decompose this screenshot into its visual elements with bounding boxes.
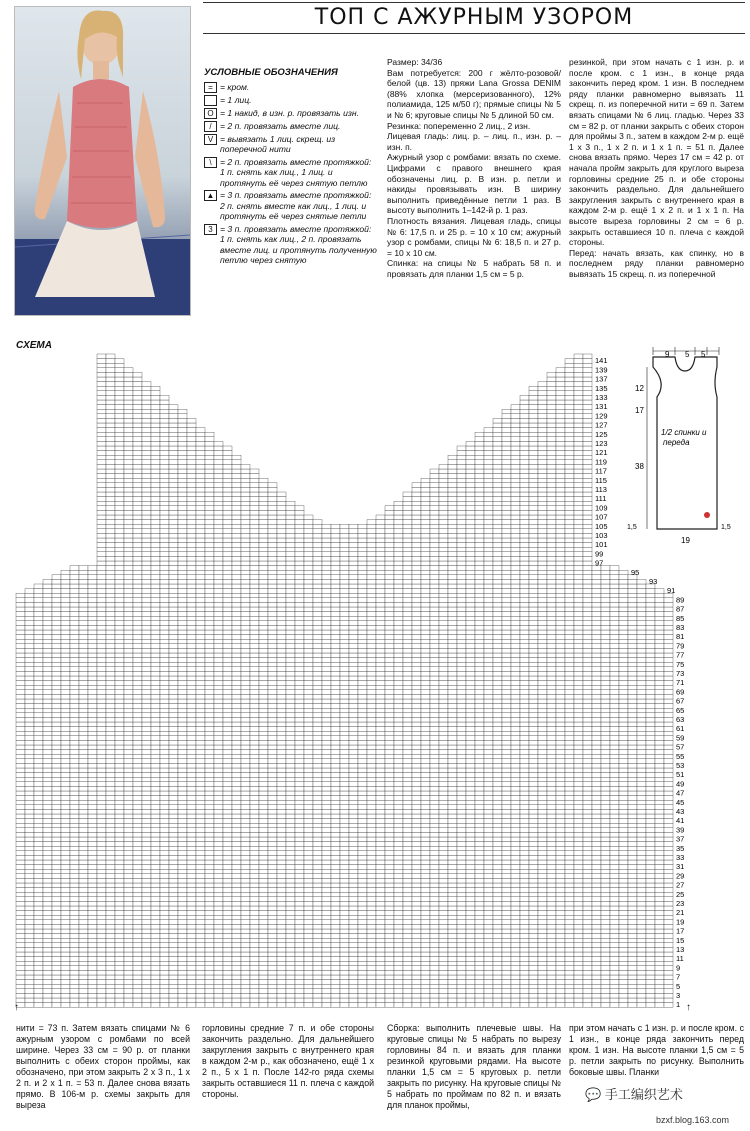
- row-number: 53: [676, 761, 685, 770]
- legend-text: = 2 п. провязать вместе лиц.: [220, 120, 341, 131]
- row-number: 25: [676, 889, 685, 899]
- row-number: 59: [676, 733, 685, 743]
- row-number: 103: [595, 531, 608, 540]
- row-number: 11: [676, 954, 684, 964]
- legend-symbol: ▲: [204, 190, 217, 201]
- watermark: [585, 1084, 745, 1106]
- row-number: 13: [676, 945, 685, 954]
- row-number: 3: [676, 991, 681, 1000]
- row-number: 85: [676, 613, 685, 623]
- row-number: 107: [595, 512, 608, 522]
- row-number: 123: [595, 439, 608, 448]
- row-number: 47: [676, 788, 685, 798]
- row-number: 105: [595, 521, 608, 531]
- legend-item: [204, 108, 378, 119]
- row-number: 117: [595, 466, 607, 476]
- knitting-chart: [16, 354, 696, 1016]
- dim-top-2: 5: [685, 350, 690, 359]
- model-illustration: [15, 7, 190, 315]
- row-number: 97: [595, 558, 604, 568]
- dim-top-1: 9: [665, 350, 670, 359]
- wechat-icon: 💬: [585, 1087, 605, 1102]
- legend-text: = 3 п. провязать вместе протяжкой: 2 п. снять вместе как лиц., 1 лиц. и протянуть её через снятые петли: [220, 190, 372, 221]
- legend-symbol: =: [204, 82, 217, 93]
- row-number: 15: [676, 935, 685, 945]
- row-number: 7: [676, 972, 681, 982]
- instructions-column-2: резинкой, при этом начать с 1 изн. р. и после кром. с 1 изн., в конце ряда закончить перед кром. 1 изн. В последнем ряду планки равномерно вывязать 11 скрещ. п. из поперечной нити = 69 п. Затем вязать спицами № 6 лиц. гладью. Через 33 см = 82 р. от планки закрыть с обеих сторон для проймы 3 п., затем в каждом 2-м р. ещё 1 х 3 п., 1 х 2 п. и 1 х 1 п. = 51 п. Далее снова вязать прямо. Через 17 см = 42 р. от начала пройм закрыть для круглого выреза горловины средние 25 п. и обе стороны закончить раздельно. Для дальнейшего закругления закрыть с внутреннего края в каждом 2-м р. ещё 1 х 2 п. и 1 х 1 п. На высоте выреза горловины 2 см = 6 р. закрыть оставшиеся 10 п. плеча с каждой стороны. Перед: начать вязать, как спинку, но в последнем ряду планки равномерно вывязать 15 скрещ. п. из поперечной: [569, 57, 744, 279]
- legend-text: = 2 п. провязать вместе протяжкой: 1 п. снять как лиц., 1 лиц. и протянуть её через снятую петлю: [220, 156, 372, 188]
- row-number: 19: [676, 917, 685, 927]
- row-number: 29: [676, 871, 685, 881]
- row-number: 139: [595, 365, 608, 375]
- legend-item: [204, 82, 378, 93]
- legend: [204, 68, 378, 268]
- row-number: 27: [676, 880, 685, 890]
- row-number: 83: [676, 623, 685, 632]
- legend-symbol: 3: [204, 224, 217, 235]
- row-number: 137: [595, 374, 608, 384]
- page-title: ТОП С АЖУРНЫМ УЗОРОМ: [203, 2, 745, 34]
- row-number: 115: [595, 475, 607, 485]
- row-number: 127: [595, 420, 608, 430]
- row-number: 77: [676, 650, 685, 660]
- row-number: 63: [676, 715, 685, 724]
- mini-caption-2: переда: [663, 438, 690, 447]
- bottom-text-2: горловины средние 7 п. и обе стороны закончить раздельно. Для дальнейшего закругления закрыть с внутреннего края в каждом 2-м р., как обозначено, ещё 1 х 2 п., 5 х 1 п. После 142-го ряда схемы закрыть оставшиеся 11 п. плеча с каждой стороны.: [202, 1023, 374, 1099]
- legend-item: [204, 157, 378, 189]
- row-number: 67: [676, 696, 685, 706]
- bottom-text-4: при этом начать с 1 изн. р. и после кром. с 1 изн., в конце ряда закончить перед кром. 1 изн. На высоте планки 1,5 см = 5 р. петли закрыть по рисунку. Выполнить боковые швы. Планки: [569, 1023, 744, 1077]
- row-number: 125: [595, 429, 608, 439]
- row-number: 93: [649, 577, 658, 586]
- model-photo: [14, 6, 191, 316]
- chart-cells: [16, 354, 676, 1007]
- row-number: 57: [676, 742, 685, 752]
- row-number: 75: [676, 659, 685, 669]
- legend-heading: УСЛОВНЫЕ ОБОЗНАЧЕНИЯ: [204, 67, 338, 78]
- row-number: 95: [631, 567, 640, 577]
- dim-left-1: 12: [635, 384, 644, 393]
- row-number: 65: [676, 705, 685, 715]
- row-number: 41: [676, 816, 685, 826]
- row-number: 73: [676, 669, 685, 678]
- dim-bottom: 19: [681, 536, 690, 545]
- row-number: 101: [595, 540, 608, 550]
- dim-left-small: 1,5: [627, 524, 637, 531]
- start-arrow-right-icon: ↑: [686, 1002, 691, 1013]
- legend-item: [204, 95, 378, 106]
- dim-left-2: 17: [635, 406, 644, 415]
- legend-text: = 3 п. провязать вместе протяжкой: 1 п. снять как лиц., 2 п. провязать вместе лиц. и протянуть полученную петлю через снятую: [220, 223, 377, 265]
- row-number: 141: [595, 356, 608, 366]
- row-number: 121: [595, 448, 608, 458]
- row-number: 45: [676, 797, 685, 807]
- legend-item: [204, 224, 378, 266]
- row-number: 49: [676, 779, 685, 789]
- row-number: 69: [676, 687, 685, 697]
- row-number: 55: [676, 751, 685, 761]
- site-url: bzxf.blog.163.com: [656, 1115, 730, 1125]
- row-number: 1: [676, 1000, 681, 1010]
- row-number: 113: [595, 485, 607, 494]
- row-number: 39: [676, 825, 685, 835]
- legend-text: = 1 лиц.: [220, 94, 252, 105]
- rose-icon: [704, 512, 710, 518]
- dim-left-3: 38: [635, 462, 644, 471]
- schema-label: СХЕМА: [16, 340, 52, 351]
- row-number: 119: [595, 457, 607, 467]
- row-number: 79: [676, 641, 685, 651]
- legend-text: = кром.: [220, 81, 250, 92]
- row-number: 81: [676, 632, 685, 642]
- row-number: 33: [676, 853, 685, 862]
- row-number: 131: [595, 402, 608, 412]
- legend-text: = 1 накид, в изн. р. провязать изн.: [220, 107, 359, 118]
- legend-text: = вывязать 1 лиц. скрещ. из поперечной нити: [220, 133, 336, 154]
- mini-caption-1: 1/2 спинки и: [661, 428, 707, 437]
- start-arrow-left-icon: ↑: [14, 1002, 19, 1013]
- row-number: 87: [676, 604, 685, 614]
- dim-top-3: 5: [701, 350, 706, 359]
- row-number: 9: [676, 963, 681, 973]
- legend-symbol: \: [204, 157, 217, 168]
- legend-symbol: V: [204, 134, 217, 145]
- instructions-column-1: Размер: 34/36 Вам потребуется: 200 г жёлто-розовой/белой (цв. 13) пряжи Lana Grossa DENIM (88% хлопка (мерсеризованного), 12% полиамида, 125 м/50 г); прямые спицы № 5 и № 6; круговые спицы № 5 длиной 50 см. Резинка: попеременно 2 лиц., 2 изн. Лицевая гладь: лиц. р. – лиц. п., изн. р. – изн. п. Ажурный узор с ромбами: вязать по схеме. Цифрами с правого внешнего края обозначены лиц. р. В изн. р. петли и накиды провязывать изн. В ширину выполнить приведённые петли 1 раз. В высоту выполнить 1–142-й р. 1 раз. Плотность вязания. Лицевая гладь, спицы № 6: 17,5 п. и 25 р. = 10 х 10 см; ажурный узор с ромбами, спицы № 6: 18,5 п. и 27 р. = 10 х 10 см. Спинка: на спицы № 5 набрать 58 п. и провязать для планки 1,5 см = 5 р.: [387, 57, 561, 279]
- bottom-text-3: Сборка: выполнить плечевые швы. На круговые спицы № 5 набрать по вырезу горловины 84 п. и вязать для планки резинкой круговыми рядами. На высоте планки 1,5 см = 5 круговых р. петли закрыть по рисунку. На круговые спицы № 5 набрать по проймам по 82 п. и вязать для планок проймы,: [387, 1023, 561, 1110]
- row-number: 71: [676, 678, 685, 688]
- legend-symbol: [204, 95, 217, 106]
- row-number: 17: [676, 926, 685, 936]
- row-number: 109: [595, 503, 608, 513]
- row-number: 35: [676, 843, 685, 853]
- row-number: 89: [676, 595, 685, 605]
- row-number: 5: [676, 981, 681, 991]
- watermark-text: 手工编织艺术: [604, 1087, 683, 1102]
- row-number: 111: [595, 494, 607, 504]
- legend-item: [204, 121, 378, 132]
- legend-symbol: O: [204, 108, 217, 119]
- row-number: 21: [676, 908, 685, 918]
- row-number: 61: [676, 724, 685, 734]
- row-number: 133: [595, 393, 608, 402]
- row-number: 37: [676, 834, 685, 844]
- row-number: 99: [595, 549, 604, 559]
- legend-symbol: /: [204, 121, 217, 132]
- row-number: 43: [676, 807, 685, 816]
- legend-item: [204, 134, 378, 155]
- row-number: 51: [676, 770, 685, 780]
- row-number: 23: [676, 899, 685, 908]
- legend-item: [204, 190, 378, 222]
- row-number: 91: [667, 586, 676, 596]
- row-number: 129: [595, 411, 608, 421]
- row-number: 31: [676, 862, 685, 872]
- row-number: 135: [595, 383, 608, 393]
- dim-right-small: 1,5: [721, 524, 731, 531]
- bottom-text-1: нити = 73 п. Затем вязать спицами № 6 ажурным узором с ромбами по всей ширине. Через 33 см = 90 р. от планки выполнить с обеих сторон проймы, как обозначено, при этом закрыть 2 х 3 п., 1 х 2 п. и 2 х 1 п. = 53 п. Далее снова вязать прямо. В 106-м р. схемы закрыть для выреза: [16, 1023, 190, 1110]
